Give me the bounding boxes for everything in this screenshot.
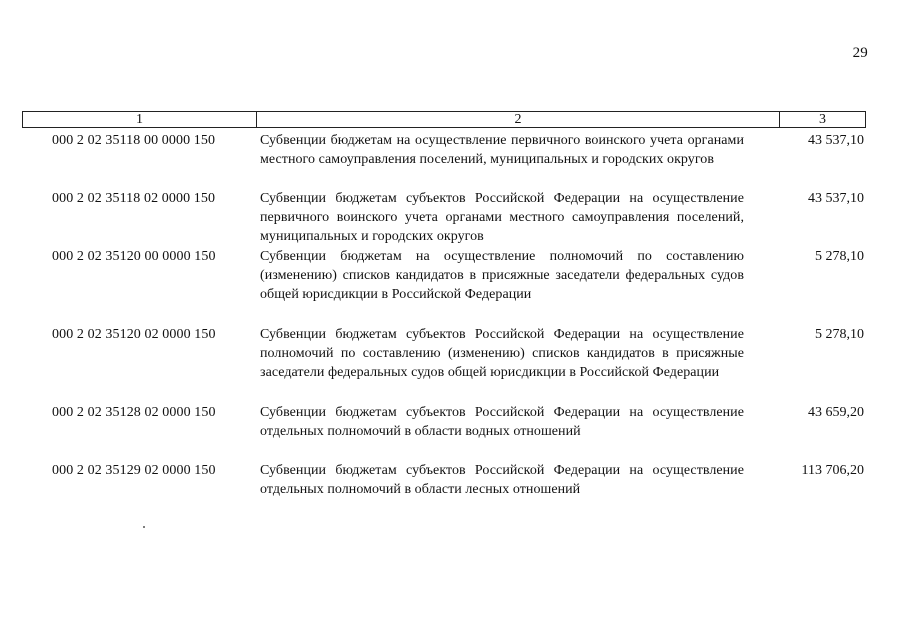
row-code: 000 2 02 35118 00 0000 150 bbox=[52, 133, 216, 148]
header-col-code: 1 bbox=[136, 112, 143, 127]
row-amount: 43 659,20 bbox=[808, 405, 864, 420]
header-col-description: 2 bbox=[256, 112, 779, 127]
row-amount: 43 537,10 bbox=[808, 133, 864, 148]
row-amount: 5 278,10 bbox=[815, 249, 864, 264]
row-description: Субвенции бюджетам субъектов Российской Федерации на осуществление полномочий по составлению (изменению) списков кандидатов в присяжные заседатели федеральных судов общей юрисдикции в Российской Федерации bbox=[260, 327, 744, 380]
header-col-amount: 3 bbox=[779, 112, 865, 127]
row-amount: 5 278,10 bbox=[815, 327, 864, 342]
row-code: 000 2 02 35128 02 0000 150 bbox=[52, 405, 216, 420]
row-amount: 113 706,20 bbox=[801, 463, 864, 478]
row-description: Субвенции бюджетам на осуществление полномочий по составлению (изменению) списков кандидатов в присяжные заседатели федеральных судов общей юрисдикции в Российской Федерации bbox=[260, 249, 744, 302]
row-code: 000 2 02 35120 00 0000 150 bbox=[52, 249, 216, 264]
row-description: Субвенции бюджетам на осуществление первичного воинского учета органами местного самоуправления поселений, муниципальных и городских округов bbox=[260, 133, 744, 167]
table-header bbox=[22, 111, 866, 128]
row-amount: 43 537,10 bbox=[808, 191, 864, 206]
row-description: Субвенции бюджетам субъектов Российской Федерации на осуществление отдельных полномочий в области водных отношений bbox=[260, 405, 744, 439]
row-code: 000 2 02 35118 02 0000 150 bbox=[52, 191, 216, 206]
row-description: Субвенции бюджетам субъектов Российской Федерации на осуществление отдельных полномочий в области лесных отношений bbox=[260, 463, 744, 497]
row-description: Субвенции бюджетам субъектов Российской Федерации на осуществление первичного воинского учета органами местного самоуправления поселений, муниципальных и городских округов bbox=[260, 191, 744, 244]
row-code: 000 2 02 35120 02 0000 150 bbox=[52, 327, 216, 342]
row-code: 000 2 02 35129 02 0000 150 bbox=[52, 463, 216, 478]
page-number: 29 bbox=[852, 45, 868, 61]
scan-speck bbox=[143, 526, 145, 528]
